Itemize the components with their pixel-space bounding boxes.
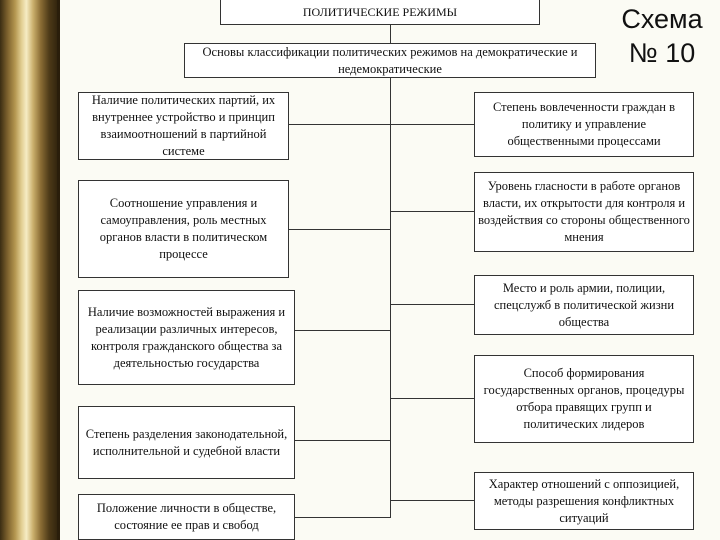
decorative-gold-stripe (0, 0, 60, 540)
schema-label-word: Схема (621, 4, 703, 34)
connector-left-1 (289, 124, 390, 125)
right-item-2 (474, 172, 694, 252)
right-item-5 (474, 472, 694, 530)
left-item-3 (78, 290, 295, 385)
right-item-text: Способ формирования государственных органов, процедуры отбора правящих групп и политических лидеров (483, 366, 685, 431)
right-item-text: Степень вовлеченности граждан в политику и управление общественными процессами (492, 100, 675, 148)
connector-right-4 (390, 398, 474, 399)
left-item-text: Наличие политических партий, их внутреннее устройство и принцип взаимоотношений в партийной системе (91, 93, 276, 158)
schema-number: № 10 (628, 38, 696, 68)
right-item-3 (474, 275, 694, 335)
left-item-text: Наличие возможностей выражения и реализации различных интересов, контроля гражданского общества за деятельностью государства (87, 304, 286, 370)
connector-right-2 (390, 211, 474, 212)
left-item-5 (78, 494, 295, 540)
basis-text: Основы классификации политических режимов на демократические и недемократические (202, 44, 578, 76)
right-item-text: Характер отношений с оппозицией, методы разрешения конфликтных ситуаций (488, 476, 680, 525)
left-item-4 (78, 406, 295, 479)
right-item-1 (474, 92, 694, 157)
left-item-text: Соотношение управления и самоуправления, роль местных органов власти в политическом процессе (99, 196, 268, 261)
right-item-text: Место и роль армии, полиции, спецслужб в политической жизни общества (493, 280, 675, 329)
left-item-2 (78, 180, 289, 278)
connector-right-1 (390, 124, 474, 125)
right-item-text: Уровень гласности в работе органов власти, их открытости для контроля и воздействия со стороны общественного мнения (478, 179, 690, 244)
connector-title-to-basis (390, 25, 391, 43)
left-item-1 (78, 92, 289, 160)
right-item-4 (474, 355, 694, 443)
connector-left-2 (289, 229, 390, 230)
connector-left-4 (295, 440, 390, 441)
title-text: ПОЛИТИЧЕСКИЕ РЕЖИМЫ (302, 4, 458, 19)
title-box (220, 0, 540, 25)
connector-left-5 (295, 517, 390, 518)
left-item-text: Положение личности в обществе, состояние ее прав и свобод (96, 501, 277, 532)
schema-label (604, 2, 720, 70)
connector-left-3 (295, 330, 390, 331)
connector-right-5 (390, 500, 474, 501)
connector-spine (390, 77, 391, 518)
connector-right-3 (390, 304, 474, 305)
basis-box (184, 43, 596, 78)
left-item-text: Степень разделения законодательной, исполнительной и судебной власти (85, 426, 288, 458)
